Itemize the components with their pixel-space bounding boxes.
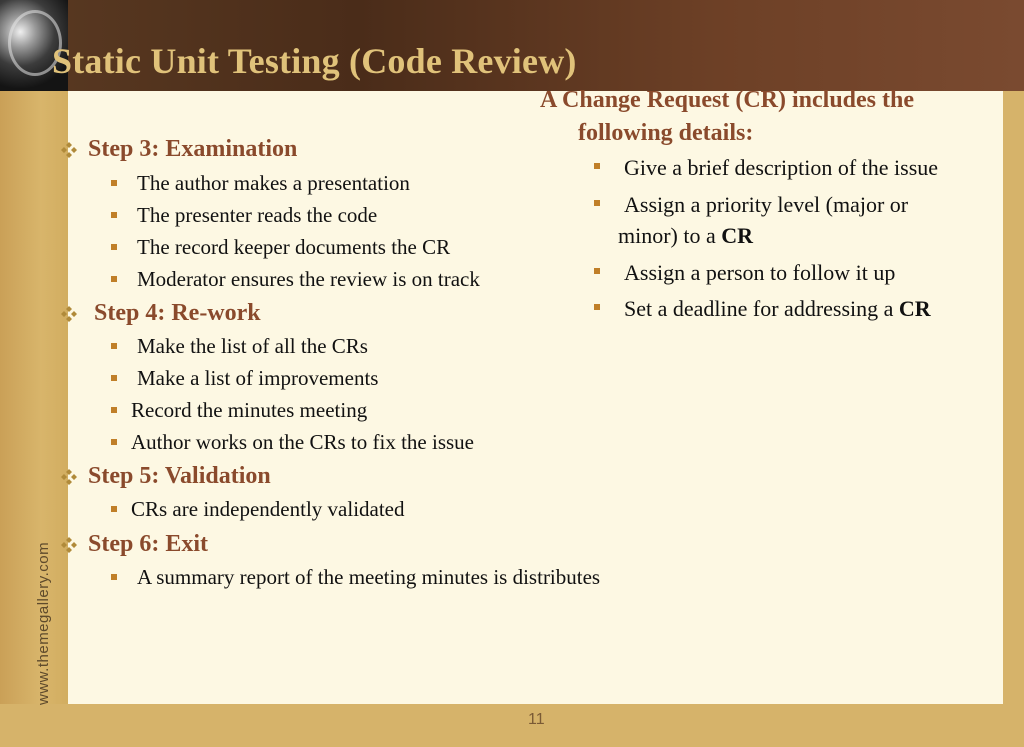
cr-item [594,293,931,324]
square-bullet-icon [594,163,600,169]
slide-title: Static Unit Testing (Code Review) [52,41,577,81]
list-item [111,267,480,292]
square-bullet-icon [111,439,117,445]
step5-label: Step 5: Validation [88,463,271,489]
list-item [111,334,368,359]
square-bullet-icon [111,212,117,218]
watermark: www.themegallery.com [35,541,52,705]
step5-heading [60,463,271,490]
right-band [1003,91,1024,704]
list-item [111,430,474,455]
square-bullet-icon [111,180,117,186]
bottom-band [0,704,1024,747]
cr-heading-line1: A Change Request (CR) includes the [540,87,915,113]
cr-item-text: Give a brief description of the issue [624,155,939,180]
diamond-cluster-icon [60,536,78,554]
square-bullet-icon [111,276,117,282]
cr-item [594,189,908,251]
cr-heading [540,84,914,150]
step4-heading [60,300,261,327]
list-item-text: Author works on the CRs to fix the issue [131,430,474,454]
square-bullet-icon [111,375,117,381]
step6-heading [60,531,208,558]
square-bullet-icon [111,506,117,512]
cr-item [594,257,895,288]
step6-label: Step 6: Exit [88,531,208,557]
square-bullet-icon [111,244,117,250]
cr-item-text-main: Set a deadline for addressing a [624,296,899,321]
square-bullet-icon [111,343,117,349]
square-bullet-icon [111,574,117,580]
list-item [111,203,377,228]
step4-label: Step 4: Re-work [94,300,261,326]
diamond-cluster-icon [60,141,78,159]
left-decorative-strip [0,0,68,747]
list-item [111,398,367,423]
square-bullet-icon [594,304,600,310]
cr-item-bold: CR [721,223,754,248]
cr-item-text [624,293,931,324]
diamond-cluster-icon [60,468,78,486]
cr-heading-line2: following details: [578,120,754,146]
cr-item [594,152,938,183]
cr-item-text: Assign a person to follow it up [624,260,896,285]
cr-item-text [618,189,909,251]
list-item [111,366,378,391]
diamond-cluster-icon [60,305,78,323]
list-item [111,565,600,590]
list-item-text: Moderator ensures the review is on track [137,267,480,291]
list-item-text: Make the list of all the CRs [137,334,368,358]
list-item-text: The presenter reads the code [137,203,378,227]
cr-item-line2-text: minor) to a [618,223,722,248]
list-item-text: Make a list of improvements [137,366,379,390]
list-item-text: Record the minutes meeting [131,398,368,422]
step3-label: Step 3: Examination [88,136,298,162]
step3-heading [60,136,297,163]
list-item-text: The author makes a presentation [137,171,410,195]
list-item-text: A summary report of the meeting minutes is distributes [137,565,601,589]
cr-item-line2 [618,220,908,251]
list-item-text: The record keeper documents the CR [137,235,451,259]
square-bullet-icon [594,268,600,274]
square-bullet-icon [111,407,117,413]
cr-item-line1: Assign a priority level (major or [624,192,909,217]
cr-item-bold: CR [898,296,931,321]
list-item [111,235,450,260]
page-number: 11 [528,711,545,728]
square-bullet-icon [594,200,600,206]
list-item-text: CRs are independently validated [131,497,405,521]
list-item [111,497,405,522]
list-item [111,171,410,196]
